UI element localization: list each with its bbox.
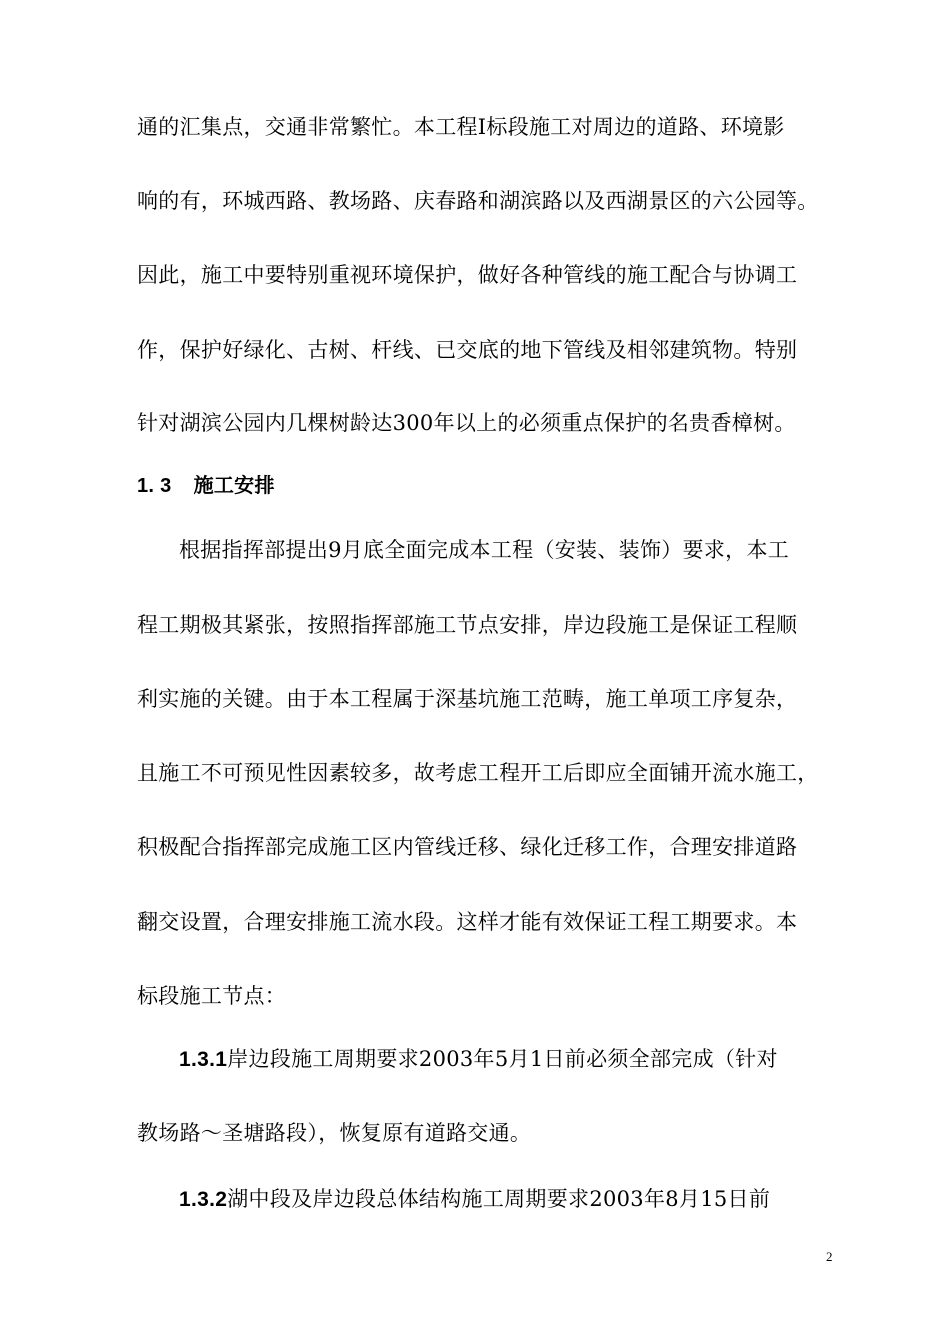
item-number: 1.3.2 [179,1188,228,1211]
paragraph-line: 教场路～圣塘路段），恢复原有道路交通。 [137,1121,532,1145]
paragraph-line: 标段施工节点： [137,984,287,1008]
paragraph-line: 翻交设置，合理安排施工流水段。这样才能有效保证工程工期要求。本 [137,910,798,934]
section-title: 施工安排 [193,475,275,497]
paragraph-line: 响的有，环城西路、教场路、庆春路和湖滨路以及西湖景区的六公园等。 [137,189,819,213]
paragraph-line: 程工期极其紧张，按照指挥部施工节点安排，岸边段施工是保证工程顺 [137,613,798,637]
paragraph-line: 根据指挥部提出9月底全面完成本工程（安装、装饰）要求，本工 [179,538,790,562]
paragraph-line: 作，保护好绿化、古树、杆线、已交底的地下管线及相邻建筑物。特别 [137,338,798,362]
item-number: 1.3.1 [179,1048,228,1071]
item-text: 岸边段施工周期要求2003年5月1日前必须全部完成（针对 [227,1047,778,1071]
section-number: 1. 3 [137,475,172,497]
paragraph-line: 利实施的关键。由于本工程属于深基坑施工范畴，施工单项工序复杂， [137,687,798,711]
paragraph-line: 针对湖滨公园内几棵树龄达300年以上的必须重点保护的名贵香樟树。 [137,411,796,435]
section-heading [137,472,275,500]
page-number: 2 [826,1249,833,1264]
paragraph-line: 因此，施工中要特别重视环境保护，做好各种管线的施工配合与协调工 [137,263,798,287]
list-item [179,1045,778,1074]
paragraph-line: 通的汇集点，交通非常繁忙。本工程Ⅰ标段施工对周边的道路、环境影 [137,115,785,139]
paragraph-line: 积极配合指挥部完成施工区内管线迁移、绿化迁移工作，合理安排道路 [137,835,798,859]
paragraph-line: 且施工不可预见性因素较多，故考虑工程开工后即应全面铺开流水施工， [137,761,819,785]
list-item [179,1185,770,1214]
item-text: 湖中段及岸边段总体结构施工周期要求2003年8月15日前 [227,1187,771,1211]
